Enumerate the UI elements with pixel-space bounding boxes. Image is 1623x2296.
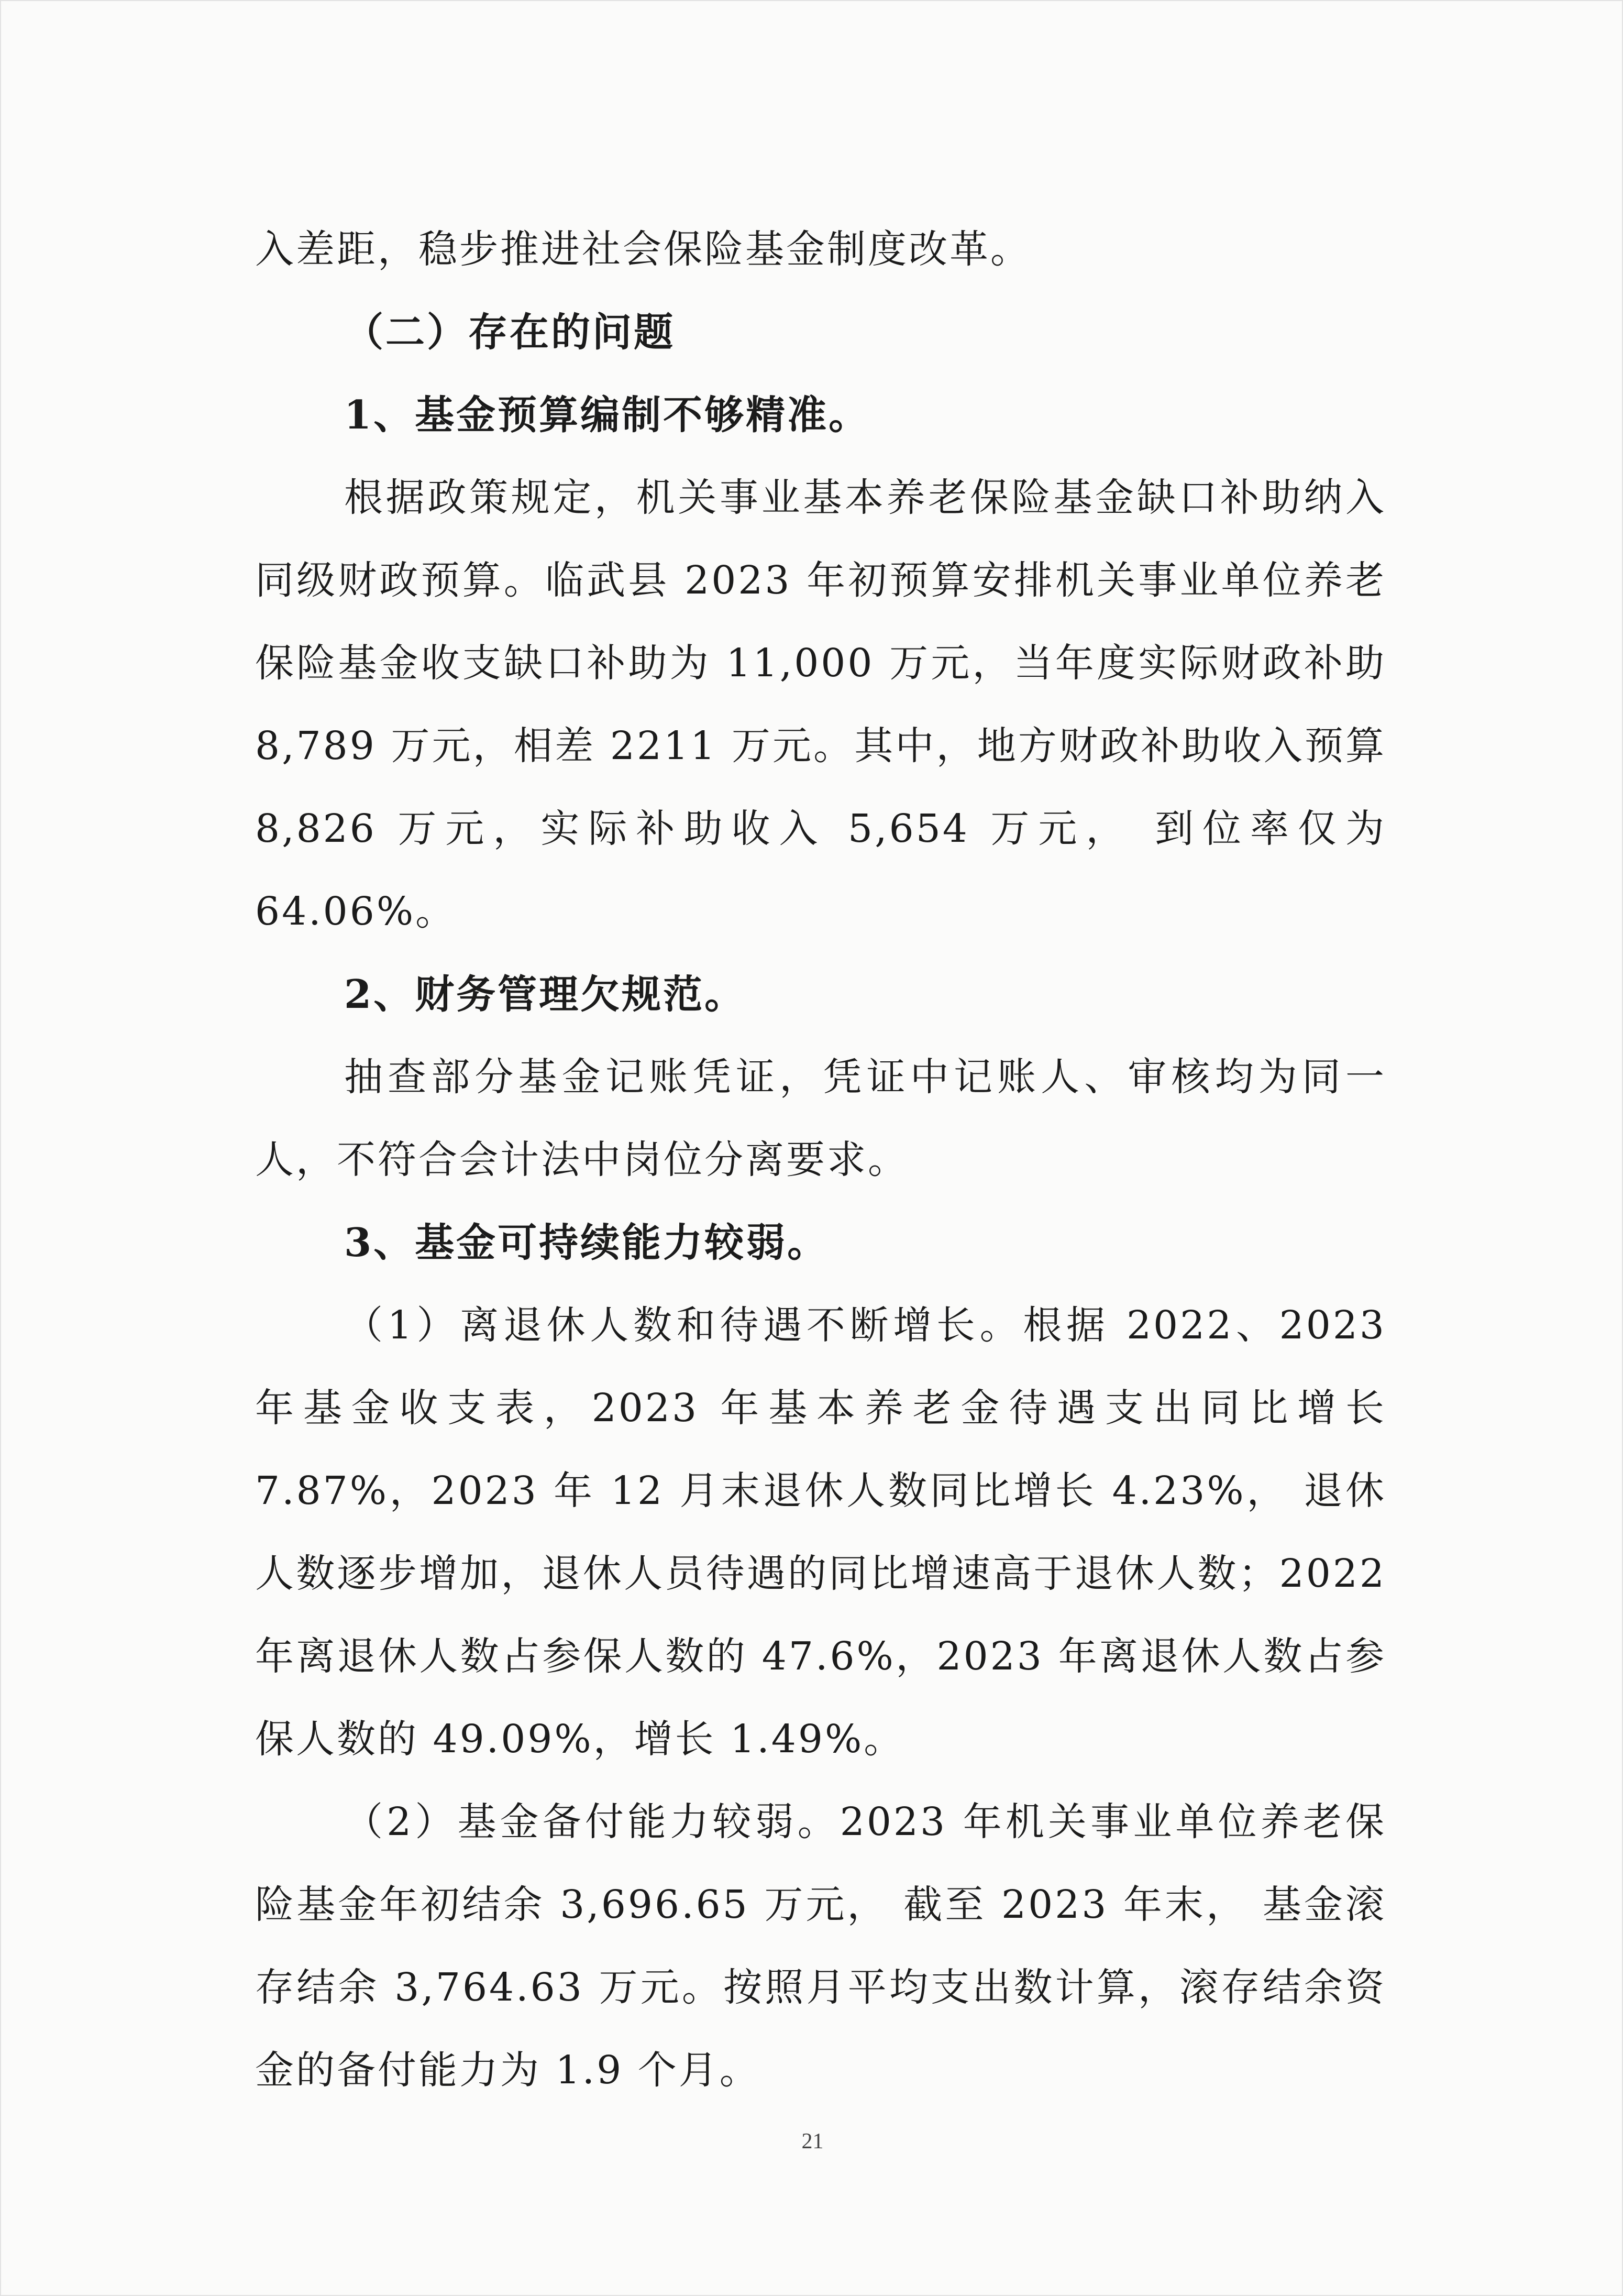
paragraph-reserve-capacity: （2）基金备付能力较弱。2023 年机关事业单位养老保险基金年初结余 3,696.65 万元， 截至 2023 年末， 基金滚存结余 3,764.63 万元。按照月平均支出数计算，滚存结余资金的备付能力为 1.9 个月。	[255, 1799, 1386, 2093]
subheading-financial-management: 2、财务管理欠规范。	[344, 971, 746, 1017]
section-heading-problems: （二）存在的问题	[344, 309, 676, 355]
subheading-sustainability: 3、基金可持续能力较弱。	[344, 1220, 829, 1266]
document-body	[255, 208, 1386, 2112]
paragraph-budget-details: 根据政策规定，机关事业基本养老保险基金缺口补助纳入同级财政预算。临武县 2023 年初预算安排机关事业单位养老保险基金收支缺口补助为 11,000 万元，当年度实际财政补助 8,789 万元，相差 2211 万元。其中，地方财政补助收入预算 8,826 万元，实际补助收入 5,654 万元， 到位率仅为 64.06%。	[255, 475, 1386, 934]
paragraph-continuation: 入差距，稳步推进社会保险基金制度改革。	[255, 227, 1031, 272]
subheading-budget-accuracy: 1、基金预算编制不够精准。	[344, 392, 870, 438]
paragraph-financial-management: 抽查部分基金记账凭证，凭证中记账人、审核均为同一人，不符合会计法中岗位分离要求。	[255, 1054, 1386, 1182]
page-number: 21	[801, 2129, 824, 2154]
paragraph-retiree-growth: （1）离退休人数和待遇不断增长。根据 2022、2023 年基金收支表，2023 年基本养老金待遇支出同比增长 7.87%，2023 年 12 月末退休人数同比增长 4.23%， 退休人数逐步增加，退休人员待遇的同比增速高于退休人数；2022 年离退休人数占参保人数的 47.6%，2023 年离退休人数占参保人数的 49.09%，增长 1.49%。	[255, 1303, 1386, 1762]
